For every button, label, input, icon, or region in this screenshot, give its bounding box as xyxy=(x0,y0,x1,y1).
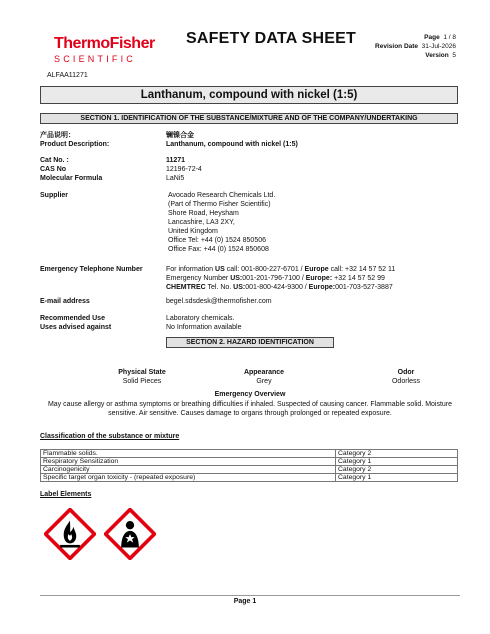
emergency-line-chemtrec: CHEMTREC Tel. No. US:001-800-424-9300 / Europe:001-703-527-3887 xyxy=(166,284,393,291)
logo-subtitle: SCIENTIFIC xyxy=(54,54,137,64)
logo-wordmark: ThermoFisher xyxy=(54,35,155,52)
hazard-cell: Respiratory Sensitization xyxy=(41,458,336,466)
uses-advised-against-value: No Information available xyxy=(166,324,242,331)
emergency-line-emergency: Emergency Number US:001-201-796-7100 / Europe: +32 14 57 52 99 xyxy=(166,275,385,282)
hazard-cell: Flammable solids. xyxy=(41,450,336,458)
page-label: Page xyxy=(424,34,440,41)
page-number: Page 1 xyxy=(233,598,257,605)
emergency-phone-label: Emergency Telephone Number xyxy=(40,266,143,273)
health-hazard-pictogram-icon xyxy=(104,508,156,560)
emergency-line-info: For information US call: 001-800-227-6701 / Europe call: +32 14 57 52 11 xyxy=(166,266,396,273)
table-row xyxy=(41,466,458,474)
section1-heading: SECTION 1. IDENTIFICATION OF THE SUBSTANCE/MIXTURE AND OF THE COMPANY/UNDERTAKING xyxy=(40,113,458,124)
supplier-line: Avocado Research Chemicals Ltd. xyxy=(168,192,276,199)
property-appearance: Appearance Grey xyxy=(243,369,285,385)
emergency-overview-heading: Emergency Overview xyxy=(214,391,286,398)
email-value[interactable]: begel.sdsdesk@thermofisher.com xyxy=(166,298,272,305)
classification-heading: Classification of the substance or mixture xyxy=(40,433,180,440)
product-description-cn-value: 镧镍合金 xyxy=(166,131,194,139)
cat-no-label: Cat No. : xyxy=(40,157,69,164)
table-row xyxy=(41,450,458,458)
supplier-line: Lancashire, LA3 2XY, xyxy=(168,219,235,226)
product-description-label: Product Description: xyxy=(40,141,110,148)
document-title: SAFETY DATA SHEET xyxy=(186,30,356,47)
document-code: ALFAA11271 xyxy=(47,72,88,79)
revision-label: Revision Date xyxy=(375,43,419,50)
table-row xyxy=(41,458,458,466)
product-title: Lanthanum, compound with nickel (1:5) xyxy=(40,86,458,104)
product-description-cn-label: 产品说明： xyxy=(40,131,75,139)
supplier-line: Office Tel: +44 (0) 1524 850506 xyxy=(168,237,267,244)
version-label: Version xyxy=(425,52,449,59)
footer-divider xyxy=(40,595,460,596)
emergency-overview-line: May cause allergy or asthma symptoms or breathing difficulties if inhaled. Suspected of causing cancer. Flammable solid. Moisture xyxy=(47,400,453,408)
hazard-cell: Carcinogenicity xyxy=(41,466,336,474)
thermo-fisher-logo xyxy=(54,36,155,65)
category-cell: Category 2 xyxy=(336,466,458,474)
category-cell: Category 1 xyxy=(336,474,458,482)
supplier-line: Office Fax: +44 (0) 1524 850608 xyxy=(168,246,269,253)
supplier-address xyxy=(168,191,275,254)
cas-no-label: CAS No xyxy=(40,166,67,173)
cat-no-value: 11271 xyxy=(166,157,186,164)
property-odor: Odor Odorless xyxy=(391,369,420,385)
hazard-cell: Specific target organ toxicity - (repeated exposure) xyxy=(41,474,336,482)
category-cell: Category 2 xyxy=(336,450,458,458)
section2-heading: SECTION 2. HAZARD IDENTIFICATION xyxy=(166,337,334,348)
page-value: 1 / 8 xyxy=(443,34,456,41)
molecular-formula-label: Molecular Formula xyxy=(40,175,103,182)
supplier-line: (Part of Thermo Fisher Scientific) xyxy=(168,201,271,208)
uses-advised-against-label: Uses advised against xyxy=(40,324,112,331)
revision-value: 31-Jul-2026 xyxy=(421,43,456,50)
category-cell: Category 1 xyxy=(336,458,458,466)
flame-pictogram-icon xyxy=(44,508,96,560)
email-label: E-mail address xyxy=(40,298,90,305)
recommended-use-label: Recommended Use xyxy=(40,315,105,322)
property-physical-state: Physical State Solid Pieces xyxy=(118,369,166,385)
label-elements-heading: Label Elements xyxy=(40,491,92,498)
emergency-phone-numbers xyxy=(166,265,395,292)
document-meta xyxy=(372,33,456,60)
version-value: 5 xyxy=(452,52,456,59)
emergency-overview-line: sensitive. Air sensitive. Causes damage to organs through prolonged or repeated exposure. xyxy=(108,410,392,417)
emergency-overview xyxy=(40,390,460,419)
classification-table xyxy=(40,449,458,482)
cas-no-value: 12196-72-4 xyxy=(166,166,202,173)
recommended-use-value: Laboratory chemicals. xyxy=(166,315,235,322)
supplier-line: Shore Road, Heysham xyxy=(168,210,239,217)
supplier-label: Supplier xyxy=(40,192,69,199)
supplier-line: United Kingdom xyxy=(168,228,218,235)
product-description-value: Lanthanum, compound with nickel (1:5) xyxy=(166,141,298,148)
molecular-formula-value: LaNi5 xyxy=(166,175,185,182)
table-row xyxy=(41,474,458,482)
